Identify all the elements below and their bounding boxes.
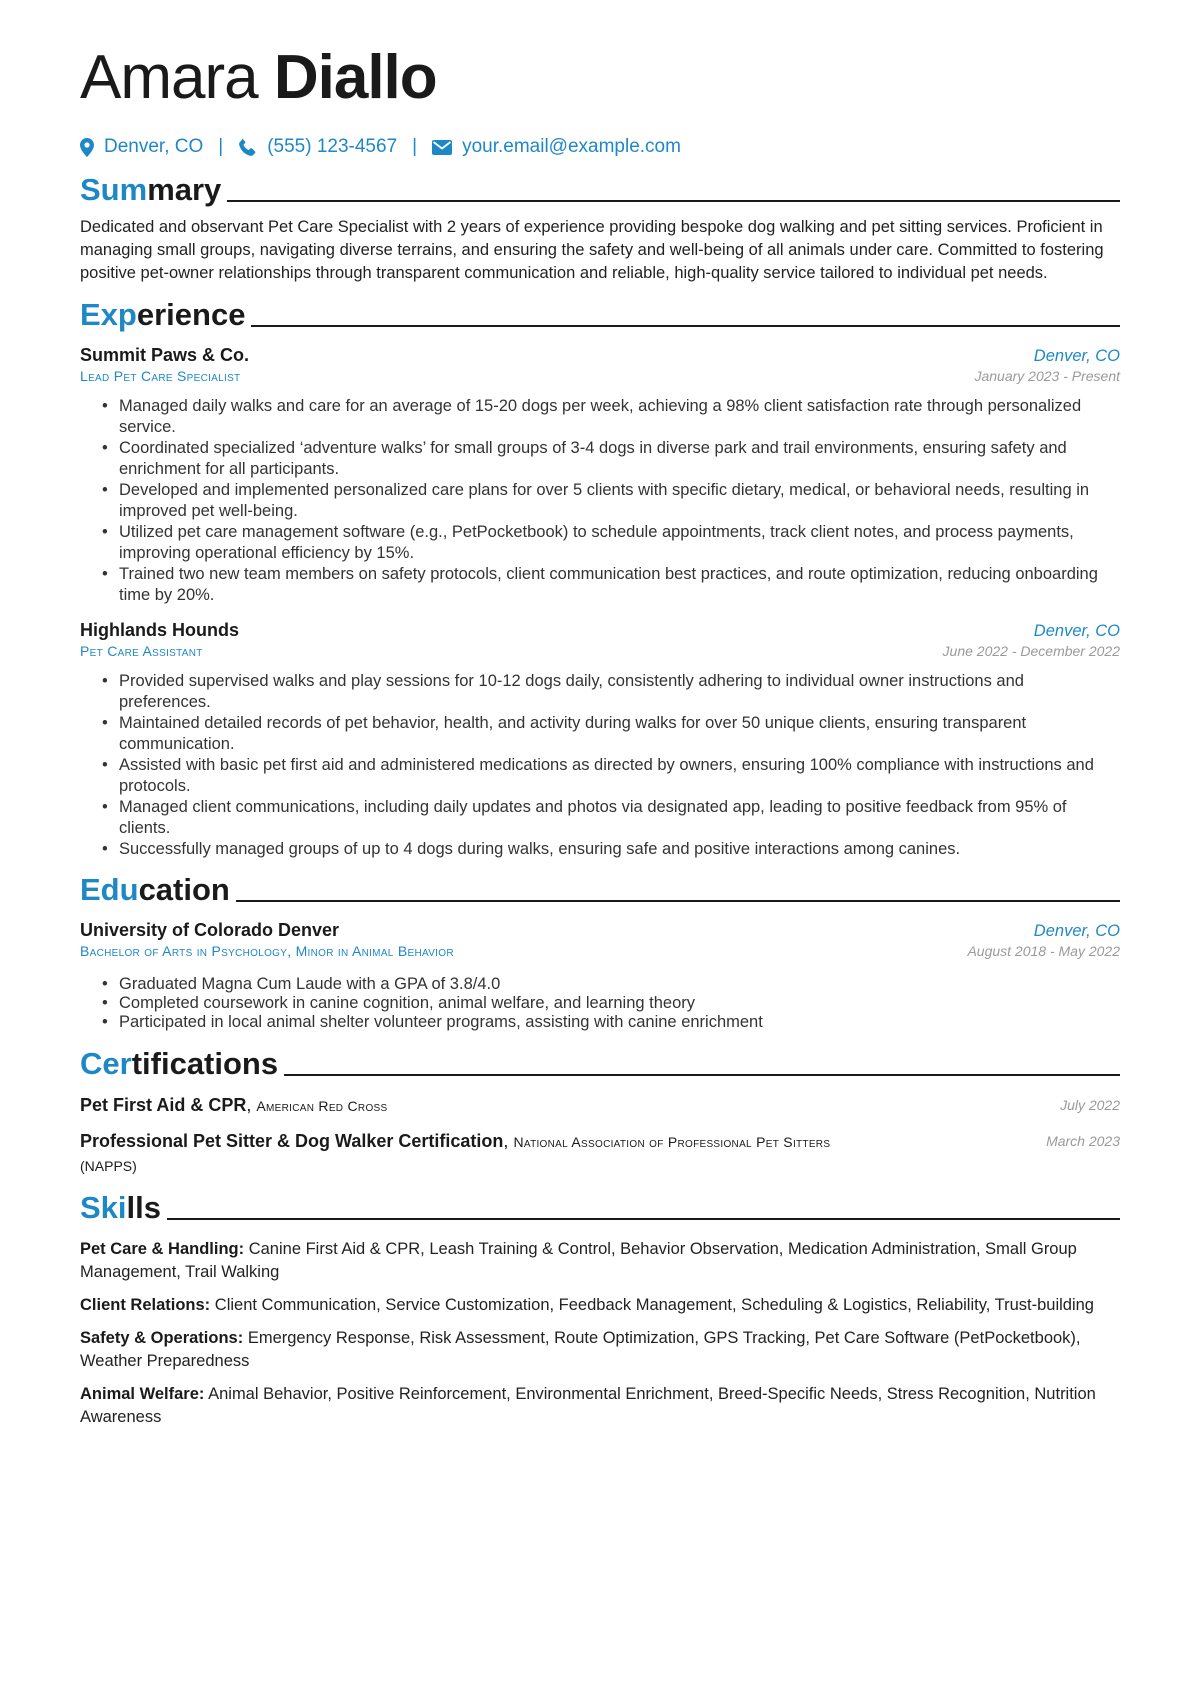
section-rule	[251, 325, 1120, 327]
job-dates: January 2023 - Present	[974, 368, 1120, 384]
contact-bar	[80, 136, 1120, 158]
skill-label: Animal Welfare:	[80, 1385, 205, 1403]
first-name: Amara	[80, 43, 258, 112]
certification-date: March 2023	[1046, 1133, 1120, 1149]
experience-heading	[80, 297, 1120, 333]
certification-issuer: American Red Cross	[256, 1098, 388, 1114]
list-item: • Completed coursework in canine cognition, animal welfare, and learning theory	[102, 994, 1120, 1013]
certification-name: Professional Pet Sitter & Dog Walker Certification	[80, 1131, 504, 1151]
education-heading	[80, 872, 1120, 908]
section-title: Skills	[80, 1190, 161, 1225]
job-location: Denver, CO	[1033, 622, 1120, 640]
section-title: Experience	[80, 297, 246, 332]
list-item: • Managed daily walks and care for an average of 15-20 dogs per week, achieving a 98% client satisfaction rate through personalized service.	[102, 396, 1120, 438]
list-item: • Maintained detailed records of pet behavior, health, and activity during walks for over 50 unique clients, ensuring transparent communication.	[102, 713, 1120, 755]
contact-phone[interactable]	[238, 136, 397, 158]
education-dates: August 2018 - May 2022	[967, 943, 1120, 959]
section-rule	[167, 1218, 1120, 1220]
certification-name: Pet First Aid & CPR	[80, 1095, 247, 1115]
section-title: Certifications	[80, 1046, 279, 1081]
skill-list: Canine First Aid & CPR, Leash Training & Control, Behavior Observation, Medication Administration, Small Group Management, Trail Walking	[80, 1240, 1077, 1281]
list-item: • Successfully managed groups of up to 4 dogs during walks, ensuring safe and positive interactions among canines.	[102, 839, 1120, 860]
job-title: Pet Care Assistant	[80, 643, 203, 659]
certification-issuer: National Association of Professional Pet Sitters	[513, 1134, 831, 1150]
section-rule	[284, 1074, 1120, 1076]
summary-text: Dedicated and observant Pet Care Specialist with 2 years of experience providing bespoke dog walking and pet sitting services. Proficient in managing small groups, navigating diverse terrains, and ensuring the safety and well-being of all animals under care. Committed to fostering positive pet-owner relationships through transparent communication and reliable, high-quality service tailored to individual pet needs.	[80, 218, 1104, 282]
section-rule	[227, 200, 1120, 202]
skill-group	[80, 1294, 1120, 1317]
list-item: • Managed client communications, including daily updates and photos via designated app, leading to positive feedback from 95% of clients.	[102, 797, 1120, 839]
list-item: • Trained two new team members on safety protocols, client communication best practices, and route optimization, reducing onboarding time by 20%.	[102, 564, 1120, 606]
school-name: University of Colorado Denver	[80, 920, 340, 940]
certifications-heading	[80, 1046, 1120, 1082]
section-title: Summary	[80, 172, 222, 207]
list-item: • Participated in local animal shelter volunteer programs, assisting with canine enrichment	[102, 1013, 1120, 1032]
school-location: Denver, CO	[1033, 922, 1120, 940]
job-company: Highlands Hounds	[80, 620, 239, 640]
contact-separator: |	[412, 136, 418, 157]
job-company: Summit Paws & Co.	[80, 345, 250, 365]
certification-date: July 2022	[1060, 1097, 1120, 1113]
education-entry	[80, 920, 1120, 1032]
section-rule	[236, 900, 1120, 902]
skills-heading	[80, 1190, 1120, 1226]
job-location: Denver, CO	[1033, 347, 1120, 365]
job-bullets	[80, 396, 1120, 606]
certification-item: Pet First Aid & CPR, American Red Cross July 2022	[80, 1094, 1120, 1118]
degree: Bachelor of Arts in Psychology, Minor in Animal Behavior	[80, 943, 454, 959]
skill-group	[80, 1383, 1120, 1429]
job-title: Lead Pet Care Specialist	[80, 368, 241, 384]
email-link: your.email@example.com	[462, 136, 681, 157]
job-entry	[80, 620, 1120, 860]
certification-issuer-abbrev: (NAPPS)	[80, 1158, 137, 1174]
contact-location	[80, 136, 203, 158]
skill-list: Animal Behavior, Positive Reinforcement, Environmental Enrichment, Breed-Specific Needs, Stress Recognition, Nutrition Awareness	[80, 1385, 1096, 1426]
list-item: • Provided supervised walks and play sessions for 10-12 dogs daily, consistently adhering to individual owner instructions and preferences.	[102, 671, 1120, 713]
certification-item: Professional Pet Sitter & Dog Walker Certification, National Association of Professional Pet Sitters (NAPPS) March 2023	[80, 1130, 1120, 1178]
education-bullets	[80, 975, 1120, 1032]
section-title: Education	[80, 872, 230, 907]
job-entry	[80, 345, 1120, 606]
resume-page	[80, 42, 1120, 1429]
summary-heading	[80, 172, 1120, 208]
list-item: • Assisted with basic pet first aid and administered medications as directed by owners, ensuring 100% compliance with instructions and protocols.	[102, 755, 1120, 797]
job-bullets	[80, 671, 1120, 860]
skill-label: Safety & Operations:	[80, 1329, 244, 1347]
map-marker-icon	[80, 138, 94, 157]
skill-group	[80, 1238, 1120, 1284]
contact-separator: |	[218, 136, 224, 157]
list-item: • Graduated Magna Cum Laude with a GPA of 3.8/4.0	[102, 975, 1120, 994]
skill-label: Pet Care & Handling:	[80, 1240, 245, 1258]
list-item: • Developed and implemented personalized care plans for over 5 clients with specific dietary, medical, or behavioral needs, resulting in improved pet well-being.	[102, 480, 1120, 522]
skill-label: Client Relations:	[80, 1296, 211, 1314]
job-dates: June 2022 - December 2022	[942, 643, 1120, 659]
skill-list: Emergency Response, Risk Assessment, Route Optimization, GPS Tracking, Pet Care Software (PetPocketbook), Weather Preparedness	[80, 1329, 1081, 1370]
skill-group	[80, 1327, 1120, 1373]
phone-text: (555) 123-4567	[267, 136, 398, 157]
location-text: Denver, CO	[104, 136, 204, 157]
contact-email[interactable]	[432, 136, 681, 158]
last-name: Diallo	[273, 43, 437, 112]
envelope-icon	[432, 140, 452, 155]
candidate-name	[80, 42, 1120, 114]
list-item: • Coordinated specialized ‘adventure walks’ for small groups of 3-4 dogs in diverse park and trail environments, ensuring safety and enrichment for all participants.	[102, 438, 1120, 480]
phone-icon	[238, 138, 257, 157]
list-item: • Utilized pet care management software (e.g., PetPocketbook) to schedule appointments, track client notes, and process payments, improving operational efficiency by 15%.	[102, 522, 1120, 564]
skill-list: Client Communication, Service Customization, Feedback Management, Scheduling & Logistics, Reliability, Trust-building	[214, 1296, 1094, 1314]
